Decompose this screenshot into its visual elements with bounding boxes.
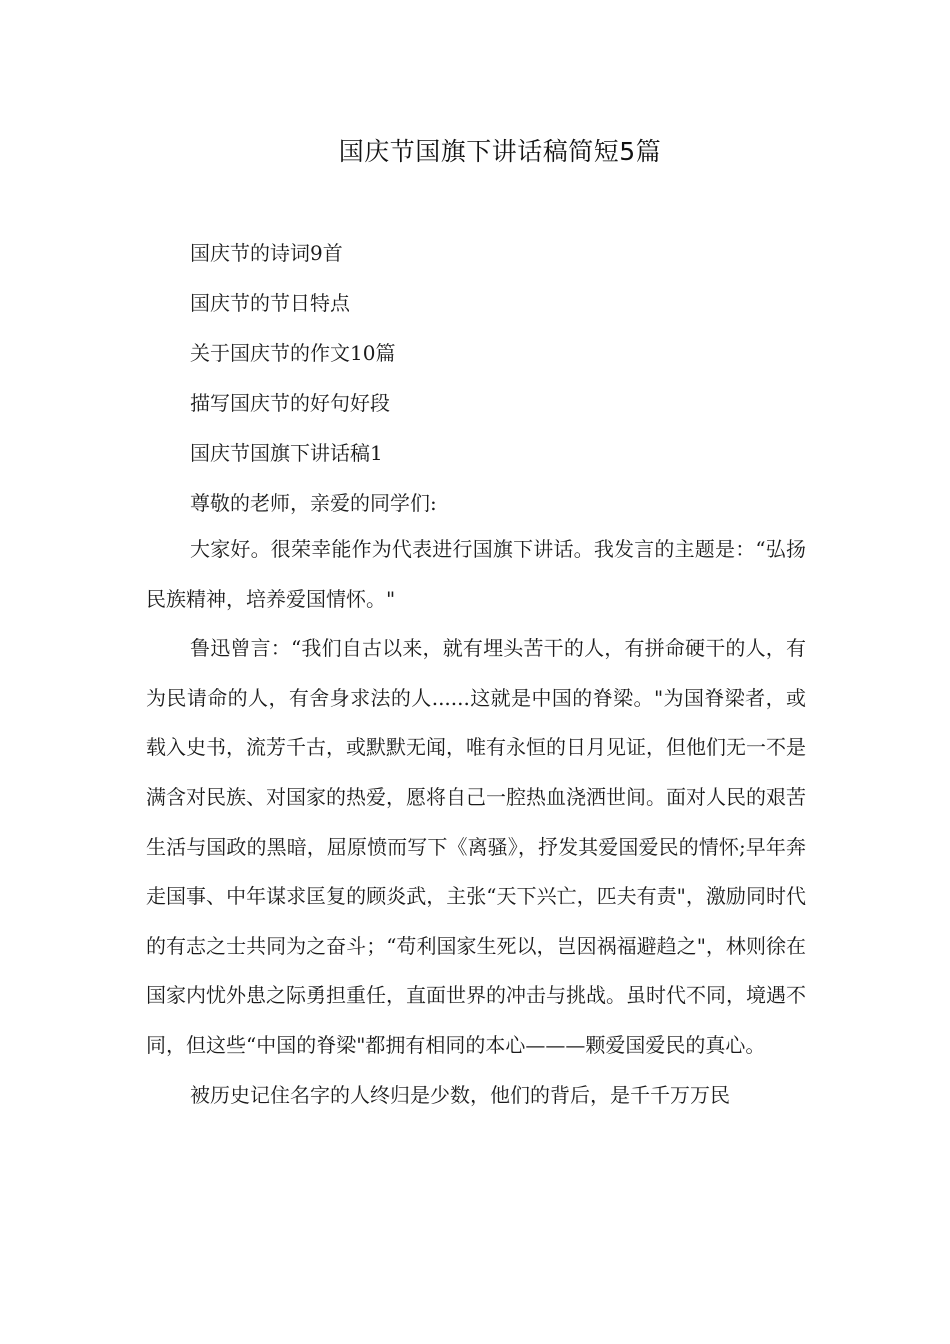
link-essays[interactable]: 关于国庆节的作文10篇 bbox=[190, 341, 396, 365]
paragraph-intro: 大家好。很荣幸能作为代表进行国旗下讲话。我发言的主题是：“弘扬民族精神，培养爱国情怀。" bbox=[146, 537, 806, 611]
link-good-sentences[interactable]: 描写国庆节的好句好段 bbox=[190, 391, 390, 415]
link-poems[interactable]: 国庆节的诗词9首 bbox=[190, 241, 343, 265]
document-title: 国庆节国旗下讲话稿简短5篇 bbox=[338, 137, 662, 166]
link-features[interactable]: 国庆节的节日特点 bbox=[190, 291, 350, 315]
section-heading: 国庆节国旗下讲话稿1 bbox=[190, 441, 383, 465]
paragraph-history: 被历史记住名字的人终归是少数，他们的背后，是千千万万民 bbox=[190, 1082, 730, 1107]
paragraph-luxun: 鲁迅曾言：“我们自古以来，就有埋头苦干的人，有拼命硬干的人，有为民请命的人，有舍身求法的人......这就是中国的脊梁。"为国脊梁者，或载入史书，流芳千古，或默默无闻，唯有永恒的日月见证，但他们无一不是满含对民族、对国家的热爱，愿将自己一腔热血浇洒世间。面对人民的艰苦生活与国政的黑暗，屈原愤而写下《离骚》，抒发其爱国爱民的情怀;早年奔走国事、中年谋求匡复的顾炎武，主张“天下兴亡，匹夫有责"，激励同时代的有志之士共同为之奋斗；“苟利国家生死以，岂因祸福避趋之"，林则徐在国家内忧外患之际勇担重任，直面世界的冲击与挑战。虽时代不同，境遇不同，但这些“中国的脊梁"都拥有相同的本心———颗爱国爱民的真心。 bbox=[146, 636, 806, 1057]
speech-body bbox=[146, 525, 806, 1120]
greeting: 尊敬的老师，亲爱的同学们: bbox=[190, 491, 437, 515]
